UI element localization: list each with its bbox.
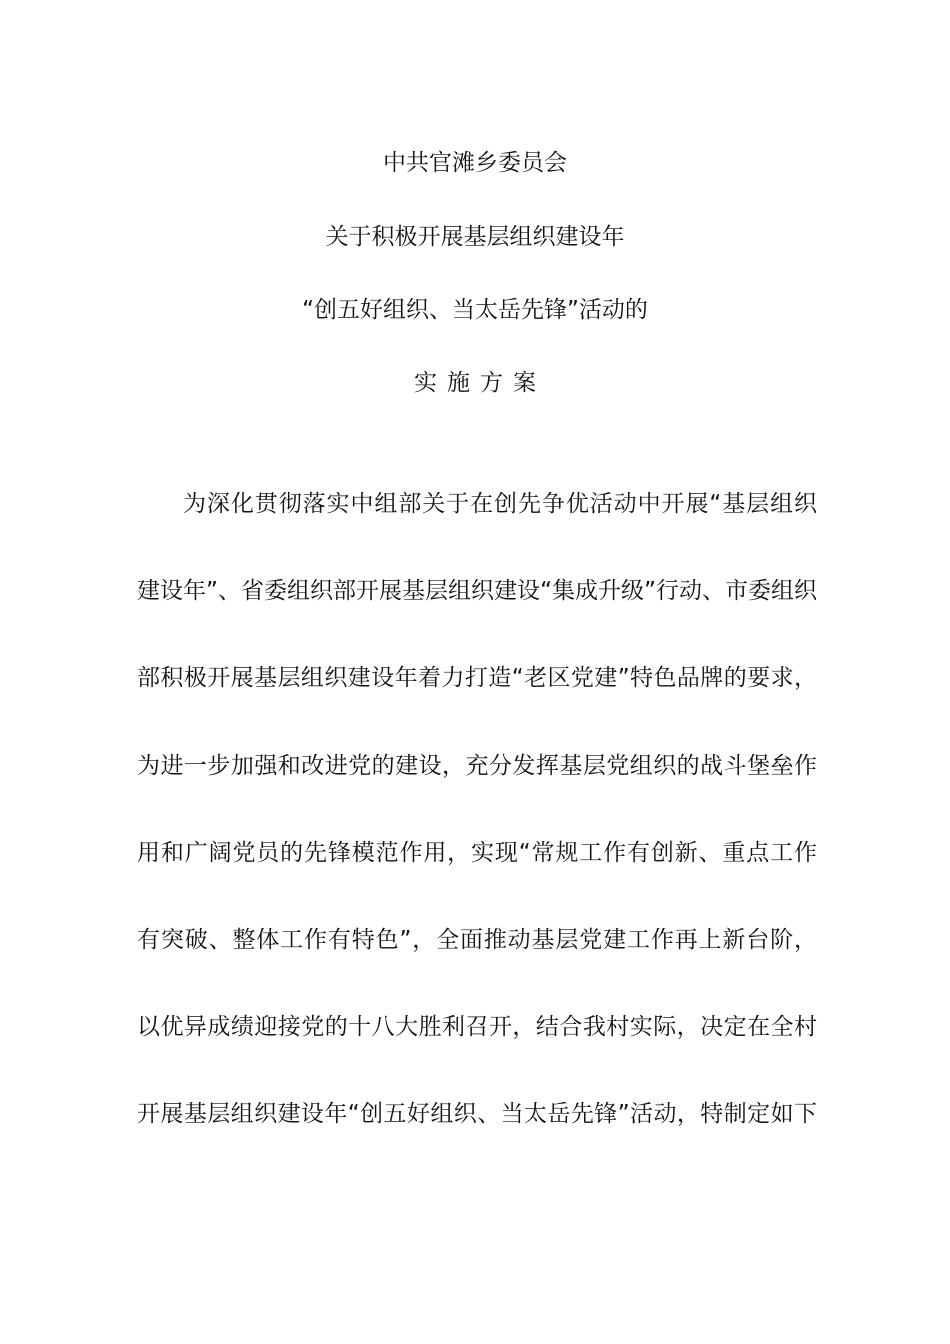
title-line-plan: 实施方案 (414, 370, 546, 396)
body-line: 为深化贯彻落实中组部关于在创先争优活动中开展“基层组织 (183, 491, 817, 517)
body-line: 建设年”、省委组织部开展基层组织建设“集成升级”行动、市委组织 (137, 578, 817, 605)
body-line: 有突破、整体工作有特色”，全面推动基层党建工作再上新台阶， (137, 926, 817, 953)
title-line-subject: 关于积极开展基层组织建设年 (325, 224, 625, 250)
title-line-issuer: 中共官滩乡委员会 (383, 150, 567, 176)
body-line: 部积极开展基层组织建设年着力打造“老区党建”特色品牌的要求， (137, 665, 817, 692)
body-line: 用和广阔党员的先锋模范作用，实现“常规工作有创新、重点工作 (137, 839, 817, 866)
body-line: 为进一步加强和改进党的建设，充分发挥基层党组织的战斗堡垒作 (137, 752, 817, 779)
body-paragraph (137, 486, 817, 1184)
body-line: 开展基层组织建设年“创五好组织、当太岳先锋”活动，特制定如下 (137, 1101, 817, 1128)
body-line: 以优异成绩迎接党的十八大胜利召开，结合我村实际，决定在全村 (137, 1014, 817, 1041)
title-line-activity: “创五好组织、当太岳先锋”活动的 (302, 297, 648, 323)
